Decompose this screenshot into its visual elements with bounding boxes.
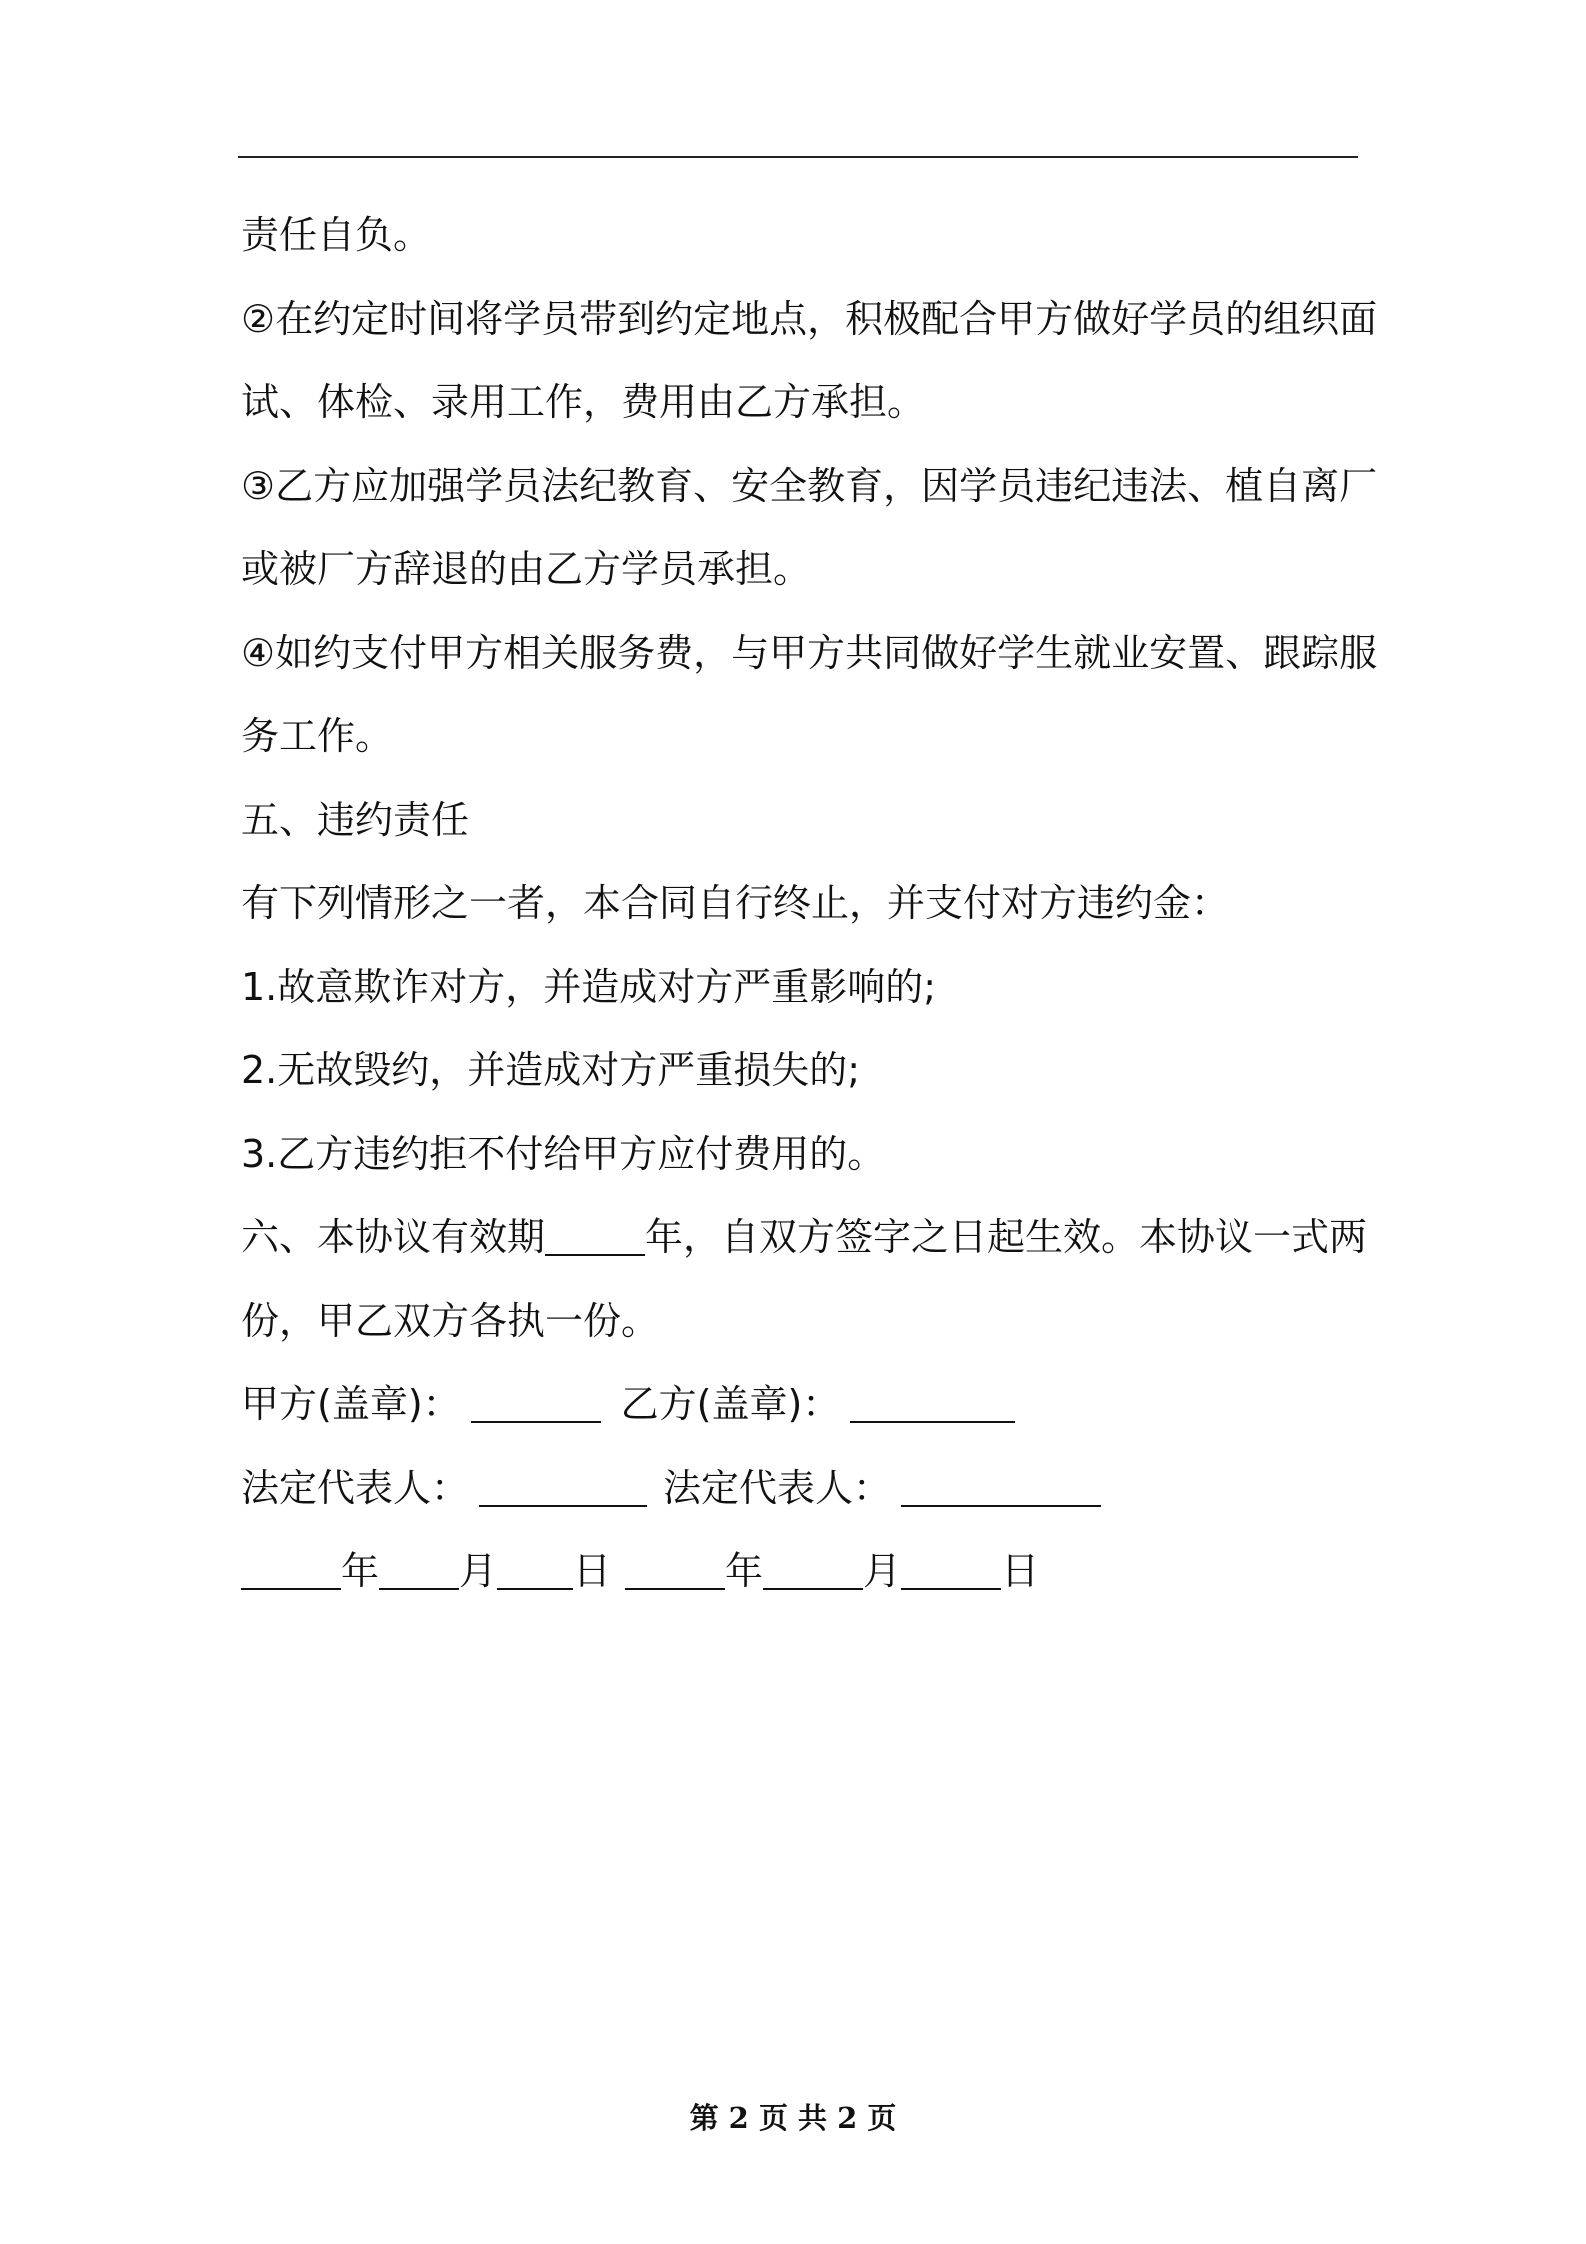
- list-item: 2.无故毁约，并造成对方严重损失的;: [241, 1048, 861, 1092]
- day-label: 日: [573, 1549, 612, 1593]
- paragraph-line: 责任自负。: [241, 213, 432, 257]
- day-label: 日: [1001, 1549, 1040, 1593]
- paragraph-line: 试、体检、录用工作，费用由乙方承担。: [241, 380, 926, 424]
- party-a-rep-label: 法定代表人：: [241, 1465, 470, 1510]
- document-body: [241, 200, 1378, 1620]
- seal-line: [241, 1369, 1361, 1453]
- party-a-rep-blank: [479, 1461, 647, 1507]
- term-clause-line: [241, 1202, 1368, 1286]
- year-label: 年: [341, 1549, 380, 1593]
- paragraph-line: ③乙方应加强学员法纪教育、安全教育，因学员违纪违法、植自离厂: [241, 463, 1378, 508]
- section-heading: 五、违约责任: [241, 797, 470, 842]
- term-clause-prefix: 六、本协议有效期: [241, 1215, 546, 1259]
- party-b-rep-blank: [901, 1461, 1101, 1507]
- paragraph-line: ④如约支付甲方相关服务费，与甲方共同做好学生就业安置、跟踪服: [241, 630, 1378, 675]
- page-number-footer: 第 2 页 共 2 页: [689, 2101, 897, 2135]
- header-rule: [238, 156, 1358, 158]
- party-a-month-blank: [379, 1544, 459, 1590]
- paragraph-line: ②在约定时间将学员带到约定地点，积极配合甲方做好学员的组织面: [241, 296, 1378, 341]
- list-item: 1.故意欺诈对方，并造成对方严重影响的;: [241, 964, 937, 1009]
- paragraph-line: 份，甲乙双方各执一份。: [241, 1298, 660, 1343]
- party-a-year-blank: [241, 1544, 341, 1590]
- month-label: 月: [863, 1549, 902, 1593]
- party-a-seal-label: 甲方(盖章)：: [241, 1382, 461, 1426]
- list-item: 3.乙方违约拒不付给甲方应付费用的。: [241, 1131, 886, 1176]
- party-a-seal-blank: [471, 1377, 601, 1423]
- party-b-rep-label: 法定代表人：: [663, 1465, 892, 1510]
- party-b-day-blank: [901, 1544, 1001, 1590]
- term-years-blank: [545, 1210, 645, 1256]
- term-clause-suffix: 年，自双方签字之日起生效。本协议一式两: [645, 1215, 1368, 1259]
- party-b-seal-label: 乙方(盖章)：: [620, 1382, 841, 1426]
- party-b-year-blank: [625, 1544, 725, 1590]
- year-label: 年: [725, 1549, 764, 1593]
- representative-line: [241, 1453, 1361, 1537]
- month-label: 月: [459, 1549, 498, 1593]
- paragraph-line: 或被厂方辞退的由乙方学员承担。: [241, 547, 812, 591]
- party-b-seal-blank: [850, 1377, 1015, 1423]
- party-a-day-blank: [497, 1544, 573, 1590]
- paragraph-line: 有下列情形之一者，本合同自行终止，并支付对方违约金：: [241, 881, 1230, 925]
- date-line: [241, 1536, 1361, 1620]
- party-b-month-blank: [763, 1544, 863, 1590]
- paragraph-line: 务工作。: [241, 714, 394, 758]
